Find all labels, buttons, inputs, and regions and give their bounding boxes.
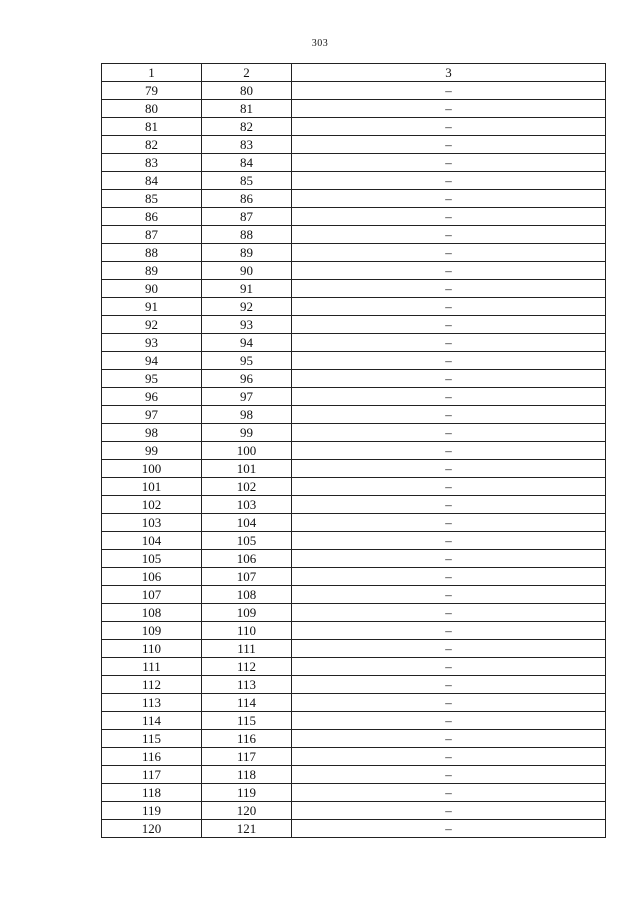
table-cell-col-2: 120	[202, 802, 292, 820]
table-cell-col-3: –	[292, 766, 606, 784]
table-row	[102, 802, 606, 820]
table-cell-col-2: 91	[202, 280, 292, 298]
table-row	[102, 514, 606, 532]
table-cell-col-1: 82	[102, 136, 202, 154]
table-cell-col-2: 90	[202, 262, 292, 280]
table-cell-col-2: 101	[202, 460, 292, 478]
table-cell-col-3: –	[292, 226, 606, 244]
table-cell-col-2: 94	[202, 334, 292, 352]
table-cell-col-3: –	[292, 352, 606, 370]
table-row	[102, 136, 606, 154]
table-cell-col-1: 79	[102, 82, 202, 100]
table-cell-col-2: 106	[202, 550, 292, 568]
column-header-2: 2	[202, 64, 292, 82]
table-cell-col-1: 117	[102, 766, 202, 784]
table-cell-col-3: –	[292, 550, 606, 568]
table-cell-col-3: –	[292, 298, 606, 316]
table-cell-col-1: 120	[102, 820, 202, 838]
table-cell-col-3: –	[292, 244, 606, 262]
table-cell-col-1: 80	[102, 100, 202, 118]
table-cell-col-2: 80	[202, 82, 292, 100]
table-cell-col-2: 103	[202, 496, 292, 514]
table-row	[102, 532, 606, 550]
table-cell-col-3: –	[292, 568, 606, 586]
table-cell-col-2: 92	[202, 298, 292, 316]
table-row	[102, 784, 606, 802]
table-cell-col-2: 96	[202, 370, 292, 388]
table-cell-col-3: –	[292, 640, 606, 658]
table-cell-col-1: 118	[102, 784, 202, 802]
table-header-row	[102, 64, 606, 82]
table-cell-col-2: 99	[202, 424, 292, 442]
table-cell-col-2: 119	[202, 784, 292, 802]
table-cell-col-3: –	[292, 172, 606, 190]
table-cell-col-1: 114	[102, 712, 202, 730]
table-cell-col-3: –	[292, 802, 606, 820]
table-row	[102, 676, 606, 694]
table-cell-col-2: 115	[202, 712, 292, 730]
table-row	[102, 748, 606, 766]
table-row	[102, 262, 606, 280]
table-row	[102, 226, 606, 244]
table-cell-col-3: –	[292, 442, 606, 460]
table-row	[102, 244, 606, 262]
table-cell-col-3: –	[292, 262, 606, 280]
table-cell-col-2: 104	[202, 514, 292, 532]
table-cell-col-2: 84	[202, 154, 292, 172]
table-cell-col-1: 91	[102, 298, 202, 316]
table-cell-col-2: 113	[202, 676, 292, 694]
table-cell-col-2: 100	[202, 442, 292, 460]
table-cell-col-3: –	[292, 820, 606, 838]
table-cell-col-3: –	[292, 604, 606, 622]
table-cell-col-1: 88	[102, 244, 202, 262]
table-row	[102, 694, 606, 712]
table-row	[102, 388, 606, 406]
table-row	[102, 658, 606, 676]
table-cell-col-1: 95	[102, 370, 202, 388]
table-cell-col-2: 89	[202, 244, 292, 262]
table-cell-col-1: 84	[102, 172, 202, 190]
table-cell-col-1: 119	[102, 802, 202, 820]
table-cell-col-3: –	[292, 712, 606, 730]
table-cell-col-1: 81	[102, 118, 202, 136]
table-cell-col-1: 99	[102, 442, 202, 460]
table-cell-col-2: 117	[202, 748, 292, 766]
table-row	[102, 550, 606, 568]
table-row	[102, 316, 606, 334]
table-row	[102, 568, 606, 586]
table-cell-col-2: 107	[202, 568, 292, 586]
table-cell-col-3: –	[292, 730, 606, 748]
table-cell-col-1: 104	[102, 532, 202, 550]
table-cell-col-1: 85	[102, 190, 202, 208]
table-row	[102, 586, 606, 604]
table-row	[102, 460, 606, 478]
column-header-3: 3	[292, 64, 606, 82]
table-row	[102, 100, 606, 118]
table-cell-col-3: –	[292, 100, 606, 118]
table-row	[102, 406, 606, 424]
table-cell-col-3: –	[292, 388, 606, 406]
table-cell-col-1: 112	[102, 676, 202, 694]
table-cell-col-3: –	[292, 280, 606, 298]
table-cell-col-2: 95	[202, 352, 292, 370]
table-cell-col-2: 81	[202, 100, 292, 118]
table-cell-col-3: –	[292, 406, 606, 424]
table-cell-col-2: 108	[202, 586, 292, 604]
table-cell-col-1: 106	[102, 568, 202, 586]
table-cell-col-2: 93	[202, 316, 292, 334]
table-cell-col-1: 108	[102, 604, 202, 622]
table-row	[102, 370, 606, 388]
table-cell-col-1: 109	[102, 622, 202, 640]
table-cell-col-2: 83	[202, 136, 292, 154]
table-cell-col-1: 100	[102, 460, 202, 478]
table-cell-col-2: 110	[202, 622, 292, 640]
table-row	[102, 352, 606, 370]
table-cell-col-1: 89	[102, 262, 202, 280]
table-row	[102, 442, 606, 460]
table-row	[102, 820, 606, 838]
table-cell-col-1: 86	[102, 208, 202, 226]
table-cell-col-1: 116	[102, 748, 202, 766]
table-row	[102, 190, 606, 208]
data-table	[101, 63, 606, 838]
table-cell-col-2: 109	[202, 604, 292, 622]
table-cell-col-3: –	[292, 316, 606, 334]
table-cell-col-2: 87	[202, 208, 292, 226]
table-cell-col-2: 98	[202, 406, 292, 424]
table-cell-col-1: 93	[102, 334, 202, 352]
table-cell-col-2: 102	[202, 478, 292, 496]
table-row	[102, 730, 606, 748]
table-row	[102, 280, 606, 298]
table-cell-col-2: 111	[202, 640, 292, 658]
table-row	[102, 172, 606, 190]
table-cell-col-3: –	[292, 532, 606, 550]
table-cell-col-3: –	[292, 676, 606, 694]
table-cell-col-1: 102	[102, 496, 202, 514]
table-row	[102, 118, 606, 136]
table-row	[102, 334, 606, 352]
table-cell-col-1: 94	[102, 352, 202, 370]
table-cell-col-3: –	[292, 748, 606, 766]
table-cell-col-2: 85	[202, 172, 292, 190]
table-row	[102, 604, 606, 622]
table-cell-col-1: 105	[102, 550, 202, 568]
table-cell-col-3: –	[292, 694, 606, 712]
table-row	[102, 82, 606, 100]
table-cell-col-3: –	[292, 82, 606, 100]
table-cell-col-3: –	[292, 586, 606, 604]
table-cell-col-2: 116	[202, 730, 292, 748]
table-cell-col-3: –	[292, 154, 606, 172]
table-cell-col-2: 112	[202, 658, 292, 676]
table-cell-col-3: –	[292, 424, 606, 442]
table-cell-col-1: 92	[102, 316, 202, 334]
table-cell-col-1: 98	[102, 424, 202, 442]
table-row	[102, 712, 606, 730]
table-cell-col-1: 90	[102, 280, 202, 298]
table-cell-col-2: 86	[202, 190, 292, 208]
table-cell-col-2: 88	[202, 226, 292, 244]
table-cell-col-3: –	[292, 118, 606, 136]
table-cell-col-3: –	[292, 370, 606, 388]
table-cell-col-2: 121	[202, 820, 292, 838]
table-cell-col-1: 115	[102, 730, 202, 748]
table-cell-col-1: 101	[102, 478, 202, 496]
table-row	[102, 298, 606, 316]
table-row	[102, 478, 606, 496]
table-row	[102, 154, 606, 172]
table-cell-col-3: –	[292, 190, 606, 208]
table-cell-col-3: –	[292, 496, 606, 514]
table-cell-col-2: 82	[202, 118, 292, 136]
table-row	[102, 424, 606, 442]
table-cell-col-3: –	[292, 334, 606, 352]
table-row	[102, 208, 606, 226]
page-number: 303	[311, 38, 329, 49]
table-cell-col-3: –	[292, 658, 606, 676]
table-cell-col-1: 97	[102, 406, 202, 424]
table-body	[102, 82, 606, 838]
table-row	[102, 622, 606, 640]
table-cell-col-1: 96	[102, 388, 202, 406]
table-cell-col-1: 107	[102, 586, 202, 604]
table-cell-col-1: 83	[102, 154, 202, 172]
table-cell-col-3: –	[292, 136, 606, 154]
table-cell-col-3: –	[292, 622, 606, 640]
table-cell-col-2: 118	[202, 766, 292, 784]
table-cell-col-3: –	[292, 784, 606, 802]
table-cell-col-2: 105	[202, 532, 292, 550]
table-cell-col-3: –	[292, 514, 606, 532]
table-cell-col-2: 114	[202, 694, 292, 712]
table-cell-col-2: 97	[202, 388, 292, 406]
table-cell-col-1: 110	[102, 640, 202, 658]
table-cell-col-3: –	[292, 460, 606, 478]
table-row	[102, 496, 606, 514]
table-cell-col-3: –	[292, 478, 606, 496]
column-header-1: 1	[102, 64, 202, 82]
table-cell-col-1: 87	[102, 226, 202, 244]
table-row	[102, 766, 606, 784]
table-cell-col-1: 111	[102, 658, 202, 676]
table-row	[102, 640, 606, 658]
table-cell-col-3: –	[292, 208, 606, 226]
table-cell-col-1: 103	[102, 514, 202, 532]
table-cell-col-1: 113	[102, 694, 202, 712]
